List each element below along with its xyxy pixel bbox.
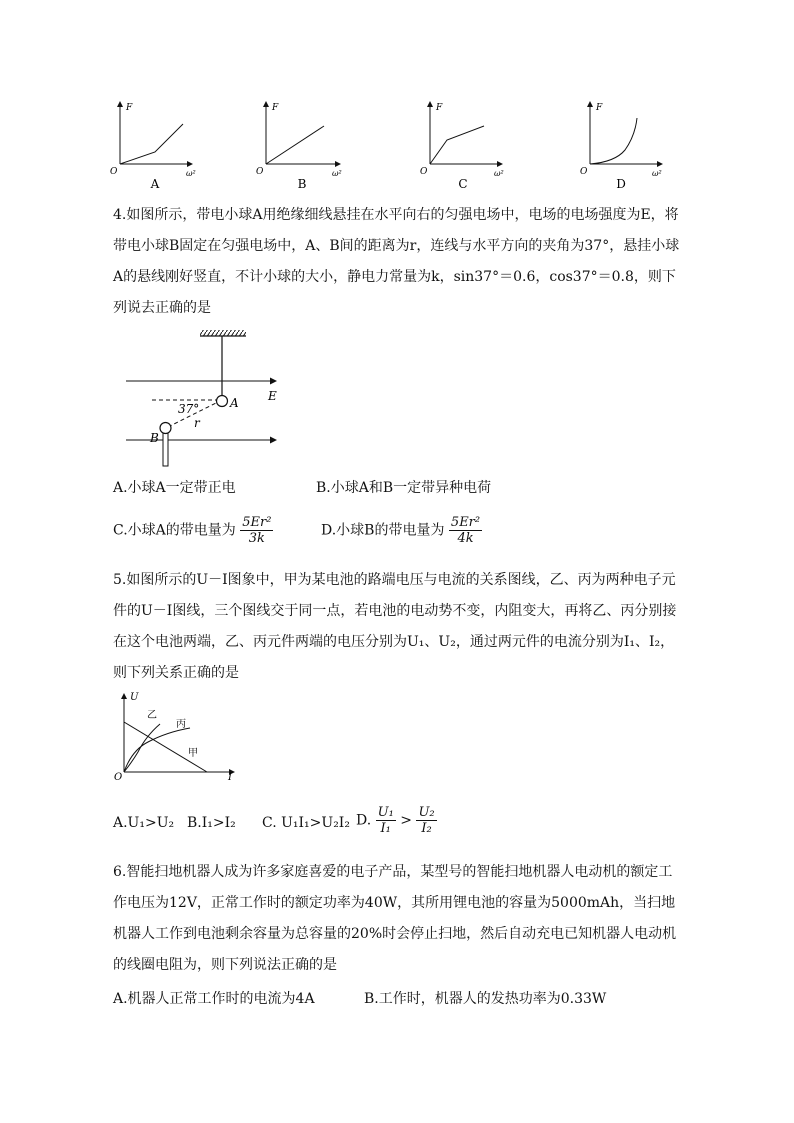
label-b: B: [150, 431, 159, 445]
graph-d-curve: [590, 118, 637, 164]
graph-a: [110, 102, 196, 191]
q4-option-c-denominator: 3k: [248, 531, 265, 546]
axis-u-label: U: [130, 692, 139, 703]
ball-b: [160, 423, 171, 434]
graph-a-w-label: ω²: [186, 169, 196, 178]
q5-option-d-prefix: D.: [356, 812, 372, 829]
angle-label: 37°: [178, 402, 200, 416]
graph-d: [580, 102, 662, 191]
q5-option-d-gt: >: [400, 812, 412, 829]
label-jia: 甲: [188, 748, 198, 759]
graph-b: [256, 102, 342, 191]
curve-yi: [124, 724, 160, 772]
graph-a-f-label: F: [126, 103, 133, 113]
q4-option-c-prefix: C.小球A的带电量为: [113, 522, 236, 539]
graph-c-origin: O: [420, 167, 428, 177]
q5-option-d-numerator-2: U₂: [418, 805, 435, 820]
graph-c-f-label: F: [436, 103, 443, 113]
label-bing: 丙: [176, 719, 186, 730]
q4-option-c: [113, 515, 273, 546]
q5-option-d-numerator-1: U₁: [377, 805, 394, 820]
q5-option-d-denominator-2: I₂: [421, 821, 432, 836]
rod-b: [163, 432, 168, 466]
q5-option-d-denominator-1: I₁: [380, 821, 391, 836]
ceiling-hatch: [200, 330, 246, 336]
q5-stem: 5.如图所示的U－I图象中，甲为某电池的路端电压与电流的关系图线，乙、丙为两种电子元件的U－I图线，三个图线交于同一点，若电池的电动势不变，内阻变大，再将乙、丙分别接在这个电池两端，乙、丙元件两端的电压分别为U₁、U₂，通过两元件的电流分别为I₁、I₂，则下列关系正确的是: [113, 572, 677, 681]
curve-bing: [124, 728, 190, 772]
distance-label: r: [194, 416, 200, 430]
q4-option-c-numerator: 5Er²: [242, 515, 272, 530]
axis-i-label: I: [228, 772, 232, 782]
label-a: A: [230, 396, 239, 410]
q6-stem: 6.智能扫地机器人成为许多家庭喜爱的电子产品，某型号的智能扫地机器人电动机的额定工作电压为12V，正常工作时的额定功率为40W，其所用锂电池的容量为5000mAh，当扫地机器人工作到电池剩余容量为总容量的20%时会停止扫地，然后自动充电已知机器人电动机的线圈电阻为，则下列说法正确的是: [113, 864, 677, 973]
graph-b-f-label: F: [272, 103, 279, 113]
q4-option-d-numerator: 5Er²: [450, 515, 481, 530]
q5-option-a: A.U₁>U₂: [113, 815, 175, 831]
top-graphs: [110, 96, 680, 196]
q4-stem: 4.如图所示，带电小球A用绝缘细线悬挂在水平向右的匀强电场中，电场的电场强度为E，将带电小球B固定在匀强电场中，A、B间的距离为r，连线与水平方向的夹角为37°，悬挂小球A的悬线刚好竖直，不计小球的大小，静电力常量为k，sin37°＝0.6，cos37°＝0.8，则下列说去正确的是: [113, 207, 680, 316]
graph-c-curve: [430, 126, 484, 164]
graph-c-w-label: ω²: [494, 169, 504, 178]
graph-a-curve: [120, 124, 183, 164]
graph-b-w-label: ω²: [332, 169, 342, 178]
graph-b-curve: [266, 126, 324, 164]
q4-option-d: [321, 515, 482, 546]
q6-option-b: B.工作时，机器人的发热功率为0.33W: [364, 991, 607, 1007]
q5-option-d-fraction-1: [376, 805, 396, 836]
q5-option-d-fraction-2: [416, 805, 436, 836]
graph-d-caption: D: [616, 177, 626, 191]
q5-figure: [112, 690, 242, 782]
line-jia: [124, 722, 207, 772]
graph-c: [420, 102, 504, 191]
graph-a-origin: O: [110, 167, 118, 177]
q5-option-b: B.I₁>I₂: [187, 815, 236, 831]
graph-d-w-label: ω²: [652, 169, 662, 178]
label-e: E: [268, 389, 277, 403]
graph-d-f-label: F: [596, 103, 603, 113]
q4-option-b: B.小球A和B一定带异种电荷: [316, 480, 492, 496]
q4-option-d-denominator: 4k: [457, 531, 474, 546]
label-yi: 乙: [147, 710, 157, 721]
graph-a-caption: A: [150, 177, 160, 191]
q4-option-c-fraction: [240, 515, 273, 546]
q4-figure: [118, 326, 288, 472]
q4-option-d-fraction: [449, 515, 482, 546]
ball-a: [217, 396, 228, 407]
q6-option-a: A.机器人正常工作时的电流为4A: [113, 991, 315, 1007]
graph-b-origin: O: [256, 167, 264, 177]
q5-option-c: C. U₁I₁>U₂I₂: [262, 815, 350, 831]
q5-option-d: [356, 805, 437, 836]
graph-b-caption: B: [297, 177, 307, 191]
q4-option-a: A.小球A一定带正电: [113, 480, 236, 496]
graph-c-caption: C: [458, 177, 468, 191]
graph-d-origin: O: [580, 167, 588, 177]
origin-label: O: [114, 772, 123, 782]
q4-option-d-prefix: D.小球B的带电量为: [321, 522, 445, 539]
